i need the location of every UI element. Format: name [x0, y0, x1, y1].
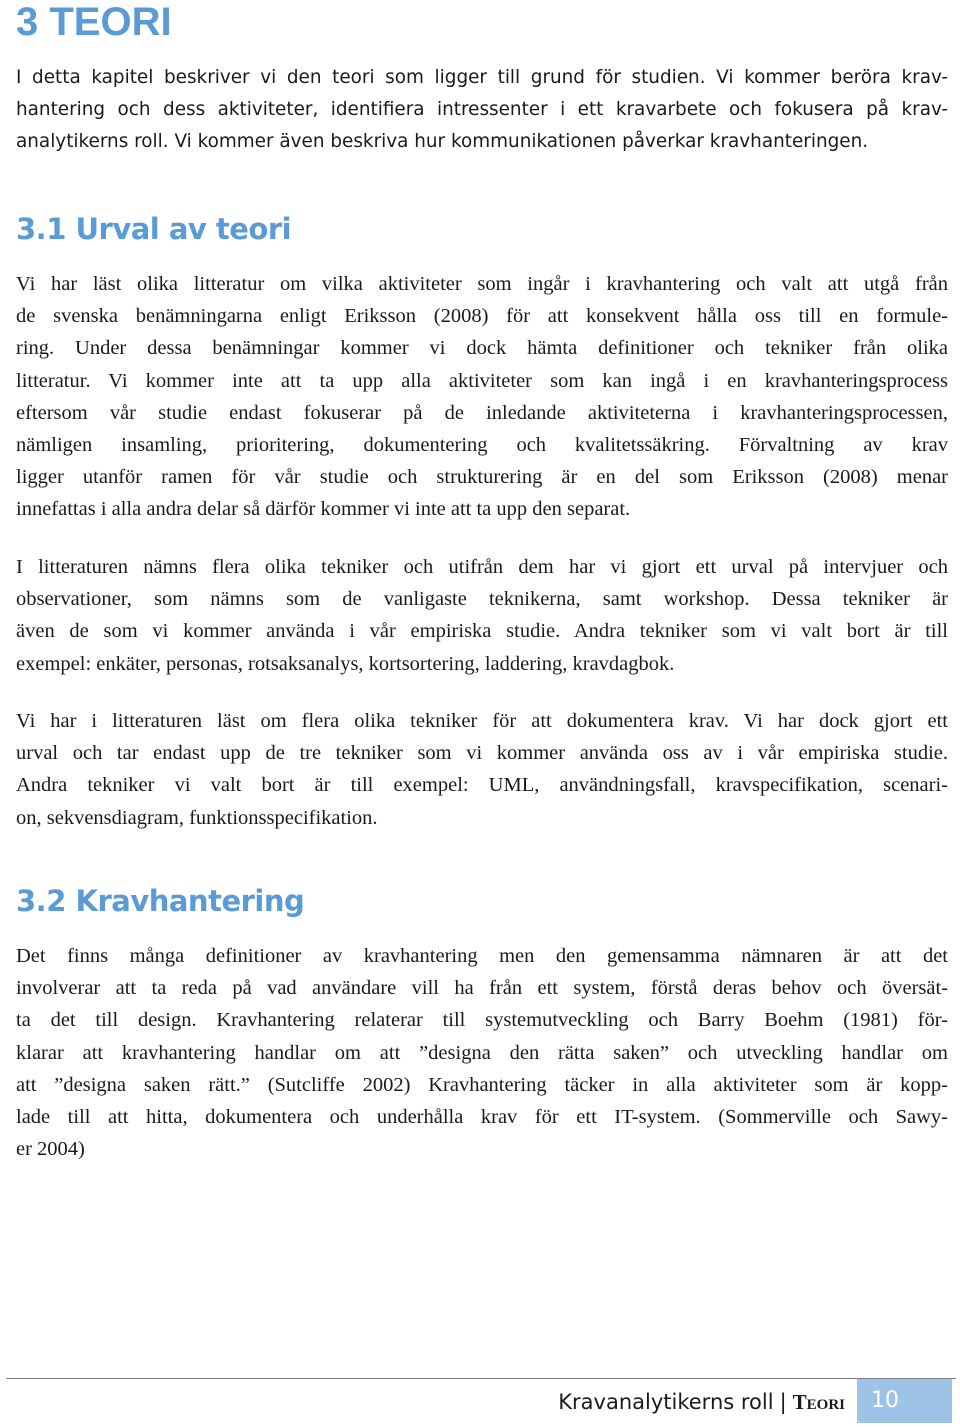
text-line: on, sekvensdiagram, funktionsspecifikation. [16, 806, 378, 829]
text-line: nämligen insamling, prioritering, dokumentering och kvalitetssäkring. Förvaltning av krav [16, 434, 948, 457]
text-line: ring. Under dessa benämningar kommer vi dock hämta definitioner och tekniker från olika [16, 337, 948, 360]
text-line: urval och tar endast upp de tre tekniker som vi kommer använda oss av i vår empiriska studie. [16, 742, 948, 765]
text-line: Det finns många definitioner av kravhantering men den gemensamma nämnaren är att det [16, 945, 948, 967]
text-line: eftersom vår studie endast fokuserar på de inledande aktiviteterna i kravhanteringsprocessen, [16, 401, 948, 424]
text-line: klarar att kravhantering handlar om att ”designa den rätta saken” och utveckling handlar om [16, 1041, 948, 1064]
footer-chapter-label: Teori [792, 1390, 845, 1414]
text-line: lade till att hitta, dokumentera och underhålla krav för ett IT-system. (Sommerville och Sawy- [16, 1106, 948, 1129]
text-line: Andra tekniker vi valt bort är till exempel: UML, användningsfall, kravspecifikation, scenari- [16, 774, 948, 797]
text-line: I litteraturen nämns flera olika tekniker och utifrån dem har vi gjort ett urval på intervjuer och [16, 556, 948, 578]
section-1-paragraph-2 [16, 551, 948, 680]
text-line: observationer, som nämns som de vanligaste teknikerna, samt workshop. Dessa tekniker är [16, 588, 948, 611]
section-1-paragraph-3 [16, 705, 948, 834]
text-line: litteratur. Vi kommer inte att ta upp alla aktiviteter som kan ingå i en kravhanteringsprocess [16, 369, 948, 392]
section-heading-urval-av-teori: 3.1 Urval av teori [16, 212, 292, 246]
chapter-title: 3 TEORI [16, 0, 172, 44]
text-line: innefattas i alla andra delar så därför kommer vi inte att ta upp den separat. [16, 498, 631, 521]
text-line: analytikerns roll. Vi kommer även beskriva hur kommunikationen påverkar kravhanteringen. [16, 131, 869, 153]
text-line: I detta kapitel beskriver vi den teori som ligger till grund för studien. Vi kommer beröra krav- [16, 67, 948, 88]
section-1-paragraph-1 [16, 268, 948, 526]
text-line: ligger utanför ramen för vår studie och strukturering är en del som Eriksson (2008) menar [16, 466, 948, 489]
text-line: de svenska benämningarna enligt Eriksson (2008) för att konsekvent hålla oss till en formule- [16, 305, 948, 328]
section-heading-kravhantering: 3.2 Kravhantering [16, 884, 305, 918]
footer-separator: | [779, 1390, 787, 1414]
text-line: hantering och dess aktiviteter, identifiera intressenter i ett kravarbete och fokusera på krav- [16, 99, 948, 121]
chapter-intro-paragraph [16, 62, 948, 159]
page-number: 10 [871, 1388, 899, 1413]
section-2-paragraph-1 [16, 940, 948, 1165]
text-line: ta det till design. Kravhantering relaterar till systemutveckling och Barry Boehm (1981) för- [16, 1009, 948, 1032]
page-number-box [857, 1379, 952, 1423]
text-line: Vi har läst olika litteratur om vilka aktiviteter som ingår i kravhantering och valt att utgå från [16, 273, 948, 295]
text-line: Vi har i litteraturen läst om flera olika tekniker för att dokumentera krav. Vi har dock gjort ett [16, 710, 948, 732]
text-line: involverar att ta reda på vad användare vill ha från ett system, förstå deras behov och översät- [16, 977, 948, 1000]
footer-document-title: Kravanalytikerns roll [558, 1390, 774, 1414]
text-line: er 2004) [16, 1138, 85, 1161]
page-footer [558, 1386, 845, 1418]
text-line: att ”designa saken rätt.” (Sutcliffe 2002) Kravhantering täcker in alla aktiviteter som är kopp- [16, 1073, 948, 1096]
text-line: även de som vi kommer använda i vår empiriska studie. Andra tekniker som vi valt bort är till [16, 620, 948, 643]
footer-divider [6, 1378, 956, 1379]
text-line: exempel: enkäter, personas, rotsaksanalys, kortsortering, laddering, kravdagbok. [16, 652, 675, 675]
